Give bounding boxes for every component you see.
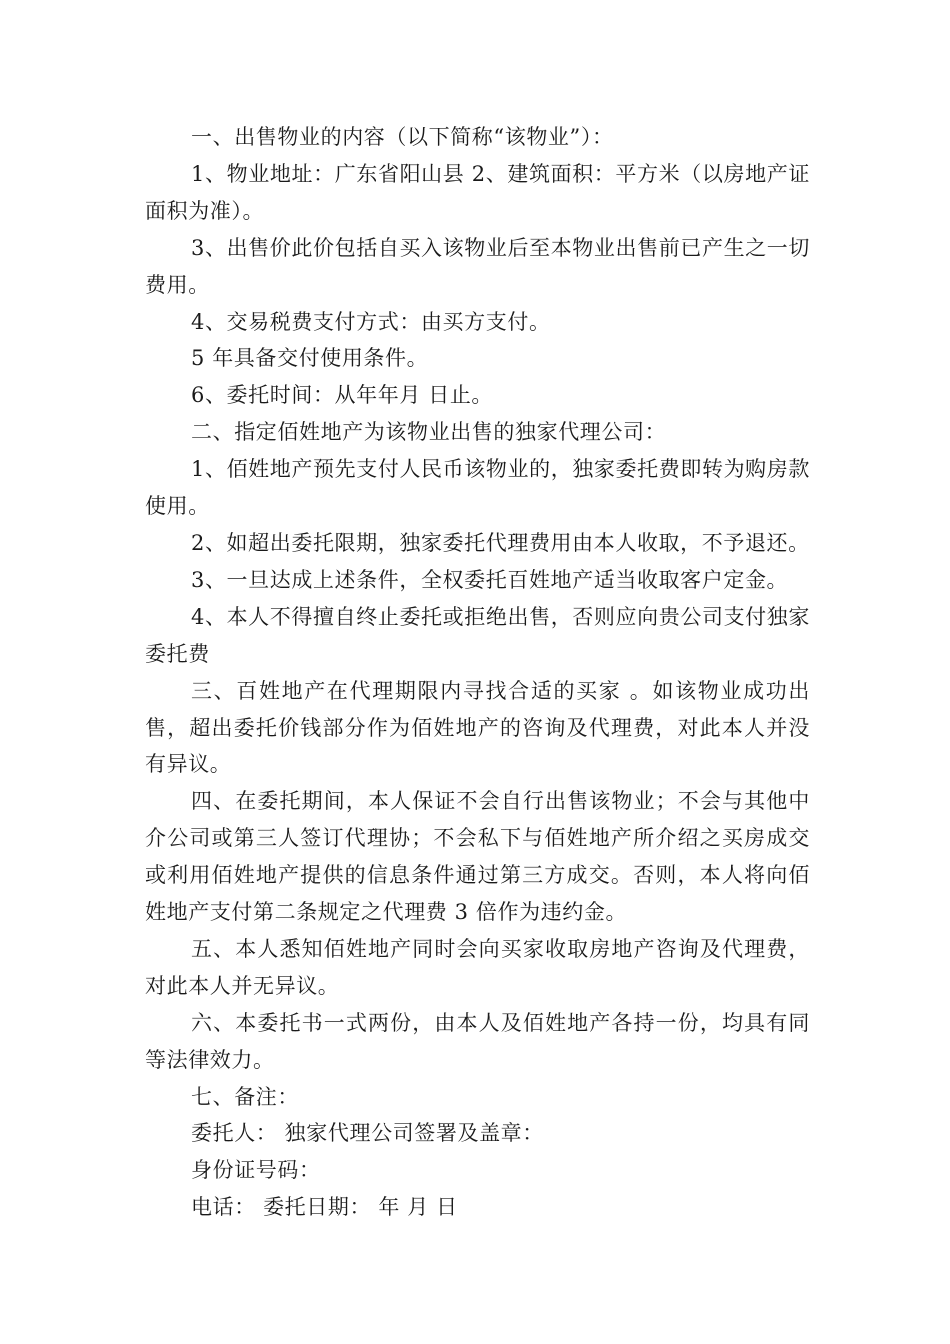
property-address-clause: 1、物业地址：广东省阳山县 2、建筑面积：平方米（以房地产证面积为准）。	[145, 161, 810, 223]
phone-date-line: 电话： 委托日期： 年 月 日	[191, 1195, 458, 1220]
section-6-paragraph: 六、本委托书一式两份，由本人及佰姓地产各持一份，均具有同等法律效力。	[145, 1010, 810, 1072]
section-2-heading: 二、指定佰姓地产为该物业出售的独家代理公司：	[191, 420, 667, 445]
section-3-paragraph: 三、百姓地产在代理期限内寻找合适的买家 。如该物业成功出售，超出委托价钱部分作为佰姓地产的咨询及代理费，对此本人并没有异议。	[145, 678, 810, 777]
signature-line-principal: 委托人： 独家代理公司签署及盖章：	[191, 1121, 544, 1146]
id-number-line: 身份证号码：	[191, 1158, 321, 1183]
tax-payment-clause: 4、交易税费支付方式：由买方支付。	[191, 309, 551, 334]
termination-clause: 4、本人不得擅自终止委托或拒绝出售，否则应向贵公司支付独家委托费	[145, 604, 810, 666]
commission-period-clause: 6、委托时间：从年年月 日止。	[191, 383, 494, 408]
section-4-paragraph: 四、在委托期间，本人保证不会自行出售该物业；不会与其他中介公司或第三人签订代理协；不会私下与佰姓地产所介绍之买房成交或利用佰姓地产提供的信息条件通过第三方成交。否则，本人将向佰姓地产支付第二条规定之代理费 3 倍作为违约金。	[145, 789, 810, 925]
sale-price-clause: 3、出售价此价包括自买入该物业后至本物业出售前已产生之一切费用。	[145, 235, 810, 297]
prepayment-clause: 1、佰姓地产预先支付人民币该物业的，独家委托费即转为购房款使用。	[145, 457, 810, 519]
section-1-heading: 一、出售物业的内容（以下简称“该物业”）：	[191, 125, 614, 149]
overdue-fee-clause: 2、如超出委托限期，独家委托代理费用由本人收取，不予退还。	[191, 530, 810, 555]
document-body	[145, 119, 810, 1226]
deposit-clause: 3、一旦达成上述条件，全权委托百姓地产适当收取客户定金。	[191, 567, 789, 592]
section-5-paragraph: 五、本人悉知佰姓地产同时会向买家收取房地产咨询及代理费，对此本人并无异议。	[145, 936, 810, 998]
delivery-condition-clause: 5 年具备交付使用条件。	[191, 346, 429, 371]
section-7-remarks: 七、备注：	[191, 1084, 299, 1109]
